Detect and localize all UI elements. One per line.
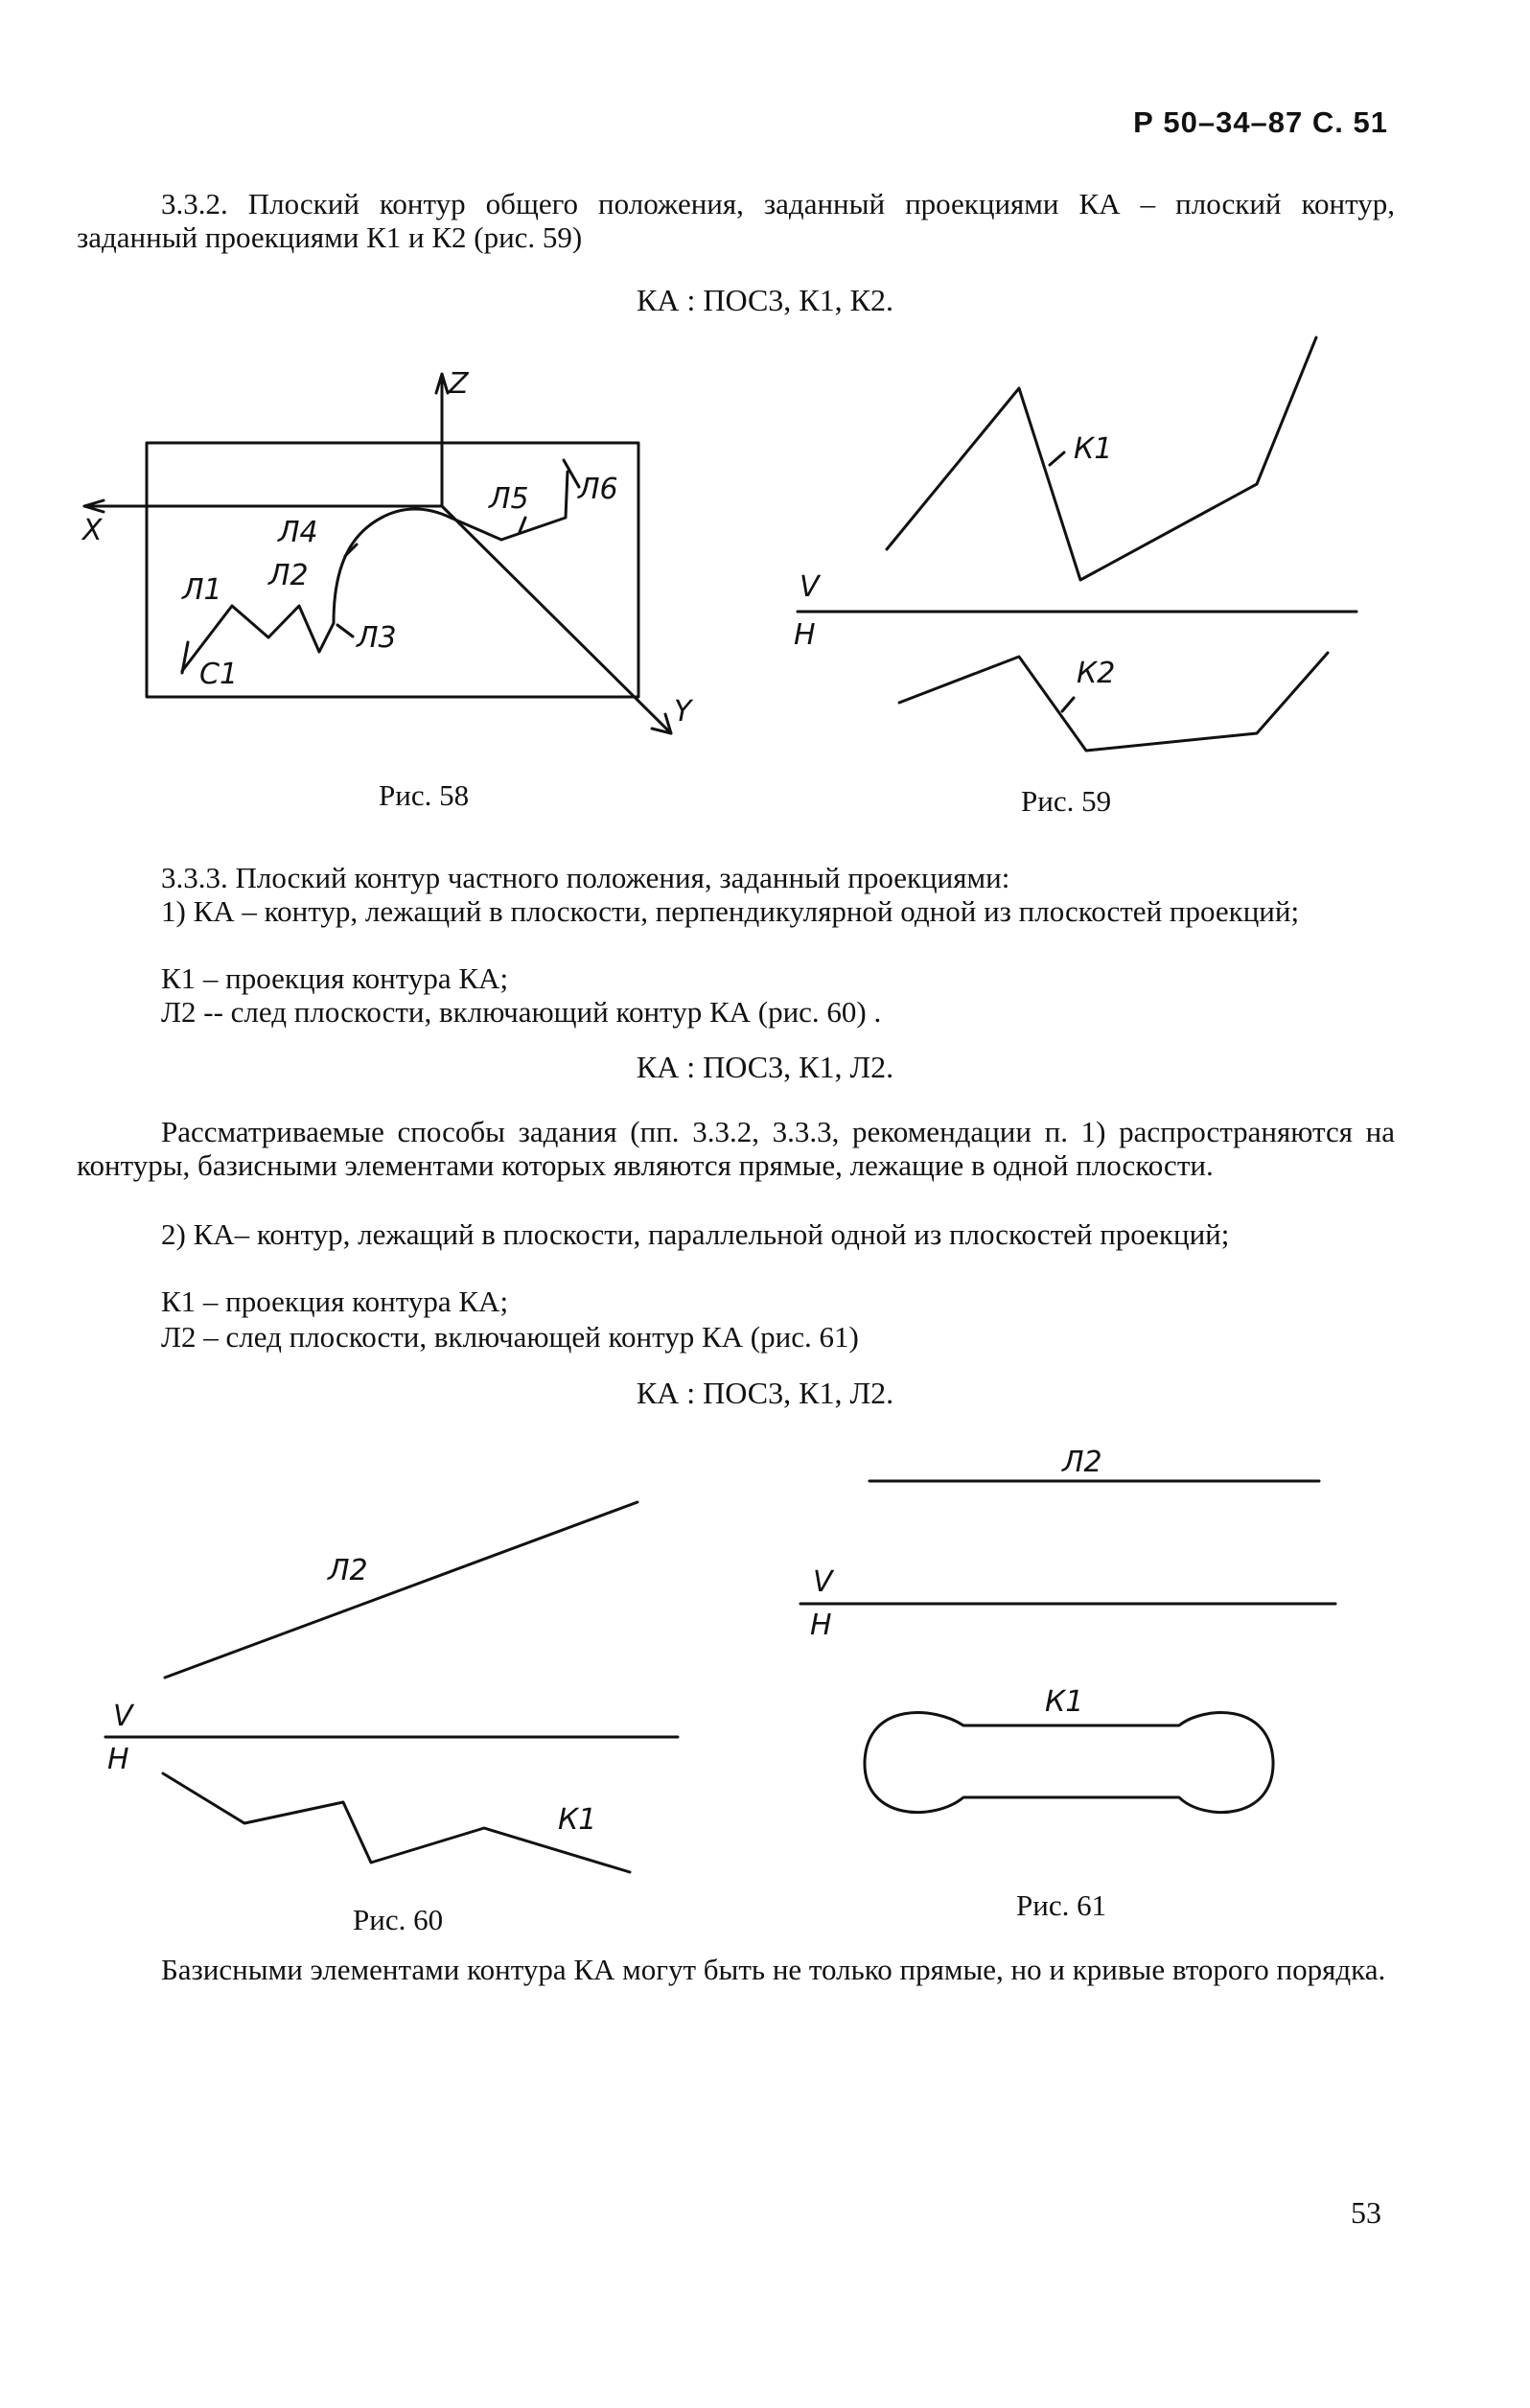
formula-1: КА : ПОС3, К1, К2. xyxy=(637,283,893,317)
fig58-label-l2: Л2 xyxy=(268,559,309,592)
fig59-label-k1: К1 xyxy=(1074,432,1113,466)
item-1: 1) КА – контур, лежащий в плоскости, перпендикулярной одной из плоскостей проекций; xyxy=(161,894,1300,928)
fig61-label-h: H xyxy=(810,1609,832,1642)
fig59-caption: Рис. 59 xyxy=(1021,784,1112,818)
fig58-label-c1: С1 xyxy=(199,658,239,691)
fig61-caption: Рис. 61 xyxy=(1016,1888,1107,1922)
fig58-label-z: Z xyxy=(449,367,469,401)
fig59-label-k2: К2 xyxy=(1077,657,1116,690)
section-3-3-3: 3.3.3. Плоский контур частного положения, заданный проекциями: xyxy=(161,861,1010,894)
item-1-k1: К1 – проекция контура КА; xyxy=(161,961,509,995)
page-header: Р 50–34–87 С. 51 xyxy=(1133,105,1388,139)
fig58-label-x: X xyxy=(82,514,103,547)
item-2-k1: К1 – проекция контура КА; xyxy=(161,1285,509,1318)
fig58-caption: Рис. 58 xyxy=(379,778,470,812)
fig61-label-k1: К1 xyxy=(1045,1685,1084,1719)
fig58-label-y: Y xyxy=(674,695,692,729)
para-final: Базисными элементами контура КА могут быть не только прямые, но и кривые второго порядка. xyxy=(161,1953,1386,1986)
item-2: 2) КА– контур, лежащий в плоскости, параллельной одной из плоскостей проекций; xyxy=(161,1217,1230,1251)
fig61-k1-contour xyxy=(865,1713,1273,1813)
page-number: 53 xyxy=(1351,2195,1381,2230)
fig58-label-l1: Л1 xyxy=(182,573,222,607)
fig58-label-l4: Л4 xyxy=(278,516,318,549)
fig59-label-h: H xyxy=(794,618,816,652)
formula-2: КА : ПОС3, К1, Л2. xyxy=(636,1050,894,1084)
item-2-l2: Л2 – след плоскости, включающей контур КА (рис. 61) xyxy=(161,1320,859,1354)
fig60-label-k1: К1 xyxy=(558,1803,597,1837)
fig60-label-h: H xyxy=(107,1743,129,1776)
item-1-l2: Л2 -- след плоскости, включающий контур КА (рис. 60) . xyxy=(161,995,882,1029)
fig58-label-l6: Л6 xyxy=(578,473,618,506)
fig58-label-l3: Л3 xyxy=(357,621,397,655)
formula-3: КА : ПОС3, К1, Л2. xyxy=(636,1376,894,1410)
fig61-label-v: V xyxy=(813,1565,833,1599)
fig61-label-l2: Л2 xyxy=(1062,1446,1102,1479)
fig58-label-l5: Л5 xyxy=(489,482,529,516)
fig59-label-v: V xyxy=(800,570,820,604)
section-3-3-2: 3.3.2. Плоский контур общего положения, заданный проекциями КА – плоский контур, заданный проекциями К1 и К2 (рис. 59) xyxy=(77,187,1395,254)
para-methods: Рассматриваемые способы задания (пп. 3.3.2, 3.3.3, рекомендации п. 1) распространяются на контуры, базисными элементами которых являются прямые, лежащие в одной плоскости. xyxy=(77,1115,1395,1182)
fig60-label-v: V xyxy=(113,1700,133,1733)
fig60-caption: Рис. 60 xyxy=(353,1903,444,1936)
fig60-label-l2: Л2 xyxy=(328,1554,368,1587)
